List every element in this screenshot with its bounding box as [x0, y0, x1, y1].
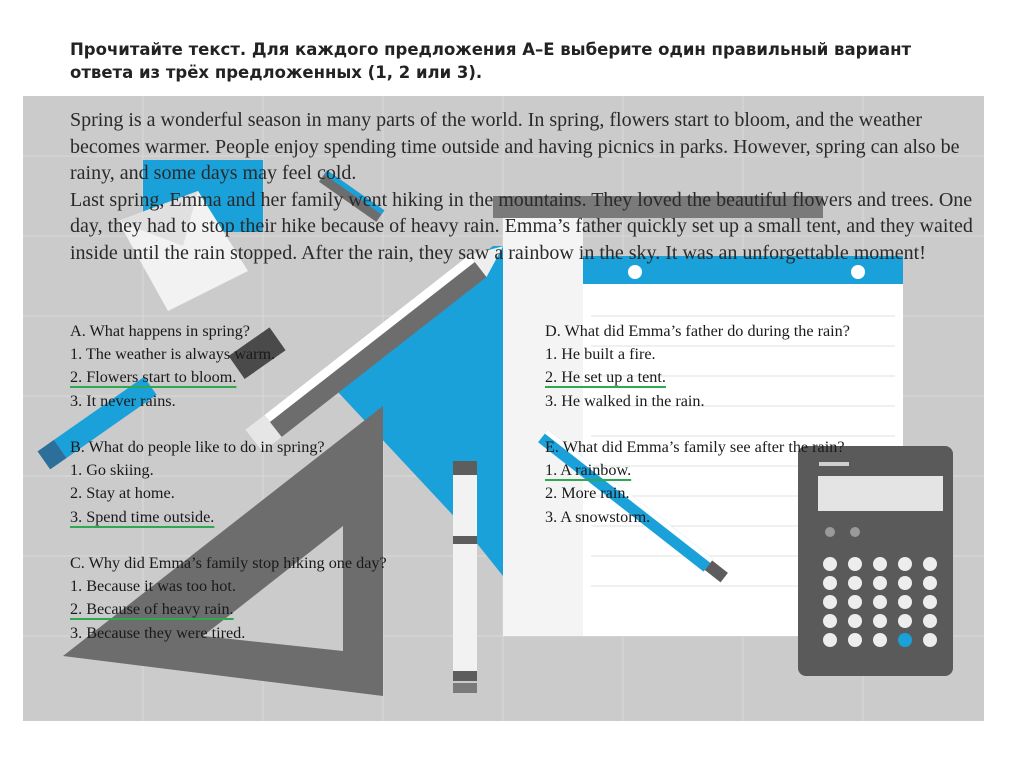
question-d [545, 320, 850, 413]
question-b-text: B. What do people like to do in spring? [70, 438, 325, 456]
question-a-option-1: 1. The weather is always warm. [70, 345, 276, 364]
question-a-option-3: 3. It never rains. [70, 391, 176, 410]
question-d-option-1: 1. He built a fire. [545, 345, 656, 364]
question-b-option-1: 1. Go skiing. [70, 461, 154, 480]
question-e-option-1: 1. A rainbow. [545, 461, 632, 480]
question-e-option-3: 3. A snowstorm. [545, 507, 651, 526]
question-c-option-3: 3. Because they were tired. [70, 623, 246, 642]
question-c-option-1: 1. Because it was too hot. [70, 577, 236, 596]
question-a-option-2: 2. Flowers start to bloom. [70, 368, 237, 387]
highlighter-icon [453, 461, 477, 681]
story-paragraph-2: Last spring, Emma and her family went hiking in the mountains. They loved the beautiful flowers and trees. One day, they had to stop their hike because of heavy rain. Emma’s father quickly set up a small tent, and they waited inside until the rain stopped. After the rain, they saw a rainbow in the sky. It was an unforgettable moment! [70, 188, 973, 264]
reading-text [70, 107, 980, 266]
question-e-text: E. What did Emma’s family see after the rain? [545, 438, 845, 456]
question-b [70, 436, 325, 529]
question-b-option-3: 3. Spend time outside. [70, 507, 215, 526]
question-e [545, 436, 845, 529]
question-d-option-2: 2. He set up a tent. [545, 368, 666, 387]
question-b-option-2: 2. Stay at home. [70, 484, 175, 503]
question-c [70, 552, 415, 645]
question-d-text: D. What did Emma’s father do during the rain? [545, 322, 850, 340]
instruction-heading: Прочитайте текст. Для каждого предложения A–E выберите один правильный вариант ответа из трёх предложенных (1, 2 или 3). [70, 40, 912, 82]
question-a-text: A. What happens in spring? [70, 322, 250, 340]
question-a [70, 320, 275, 413]
question-c-text: C. Why did Emma’s family stop hiking one day? [70, 554, 387, 572]
question-c-option-2: 2. Because of heavy rain. [70, 600, 234, 619]
question-e-option-2: 2. More rain. [545, 484, 630, 503]
story-paragraph-1: Spring is a wonderful season in many parts of the world. In spring, flowers start to bloom, and the weather becomes warmer. People enjoy spending time outside and having picnics in parks. However, spring can also be rainy, and some days may feel cold. [70, 109, 960, 184]
illustration-panel [23, 96, 984, 721]
question-d-option-3: 3. He walked in the rain. [545, 391, 705, 410]
